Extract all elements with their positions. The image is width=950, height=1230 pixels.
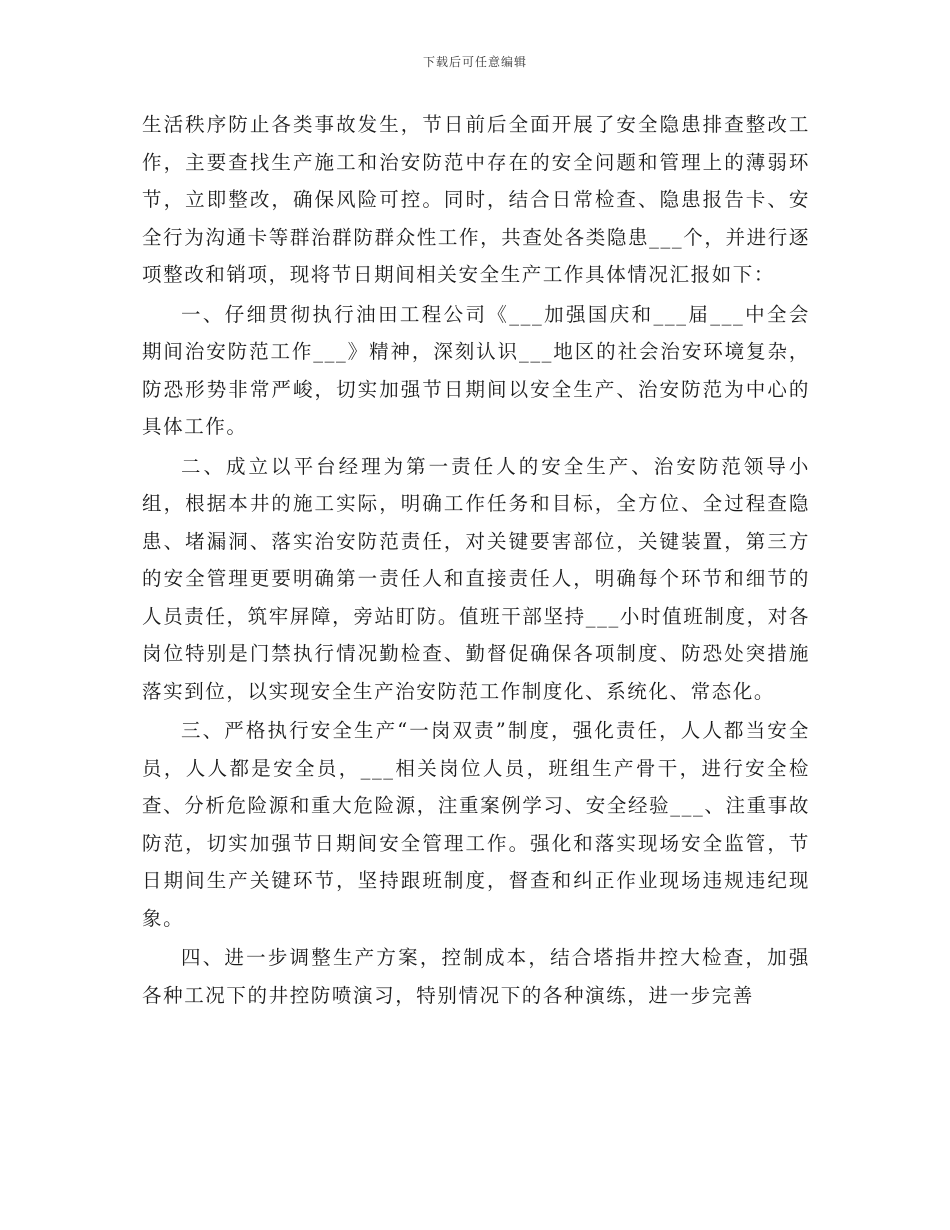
paragraph-section-1: 一、仔细贯彻执行油田工程公司《___加强国庆和___届___中全会期间治安防范工作___》精神，深刻认识___地区的社会治安环境复杂，防恐形势非常严峻，切实加强节日期间以安全生产、治安防范为中心的具体工作。: [142, 302, 810, 438]
paragraph-section-4: 四、进一步调整生产方案，控制成本，结合塔指井控大检查，加强各种工况下的井控防喷演习，特别情况下的各种演练，进一步完善: [142, 946, 810, 1007]
paragraph-intro: 生活秩序防止各类事故发生，节日前后全面开展了安全隐患排查整改工作，主要查找生产施工和治安防范中存在的安全问题和管理上的薄弱环节，立即整改，确保风险可控。同时，结合日常检查、隐患报告卡、安全行为沟通卡等群治群防群众性工作，共查处各类隐患___个，并进行逐项整改和销项，现将节日期间相关安全生产工作具体情况汇报如下：: [142, 113, 810, 286]
paragraph-section-2: 二、成立以平台经理为第一责任人的安全生产、治安防范领导小组，根据本井的施工实际，明确工作任务和目标，全方位、全过程查隐患、堵漏洞、落实治安防范责任，对关键要害部位，关键装置，第三方的安全管理更要明确第一责任人和直接责任人，明确每个环节和细节的人员责任，筑牢屏障，旁站盯防。值班干部坚持___小时值班制度，对各岗位特别是门禁执行情况勤检查、勤督促确保各项制度、防恐处突措施落实到位，以实现安全生产治安防范工作制度化、系统化、常态化。: [142, 454, 810, 703]
page-header-note: 下载后可任意编辑: [422, 55, 527, 69]
document-body: [142, 106, 810, 1016]
paragraph-section-3: 三、严格执行安全生产“一岗双责”制度，强化责任，人人都当安全员，人人都是安全员，___相关岗位人员，班组生产骨干，进行安全检查、分析危险源和重大危险源，注重案例学习、安全经验___、注重事故防范，切实加强节日期间安全管理工作。强化和落实现场安全监管，节日期间生产关键环节，坚持跟班制度，督查和纠正作业现场违规违纪现象。: [142, 719, 810, 930]
